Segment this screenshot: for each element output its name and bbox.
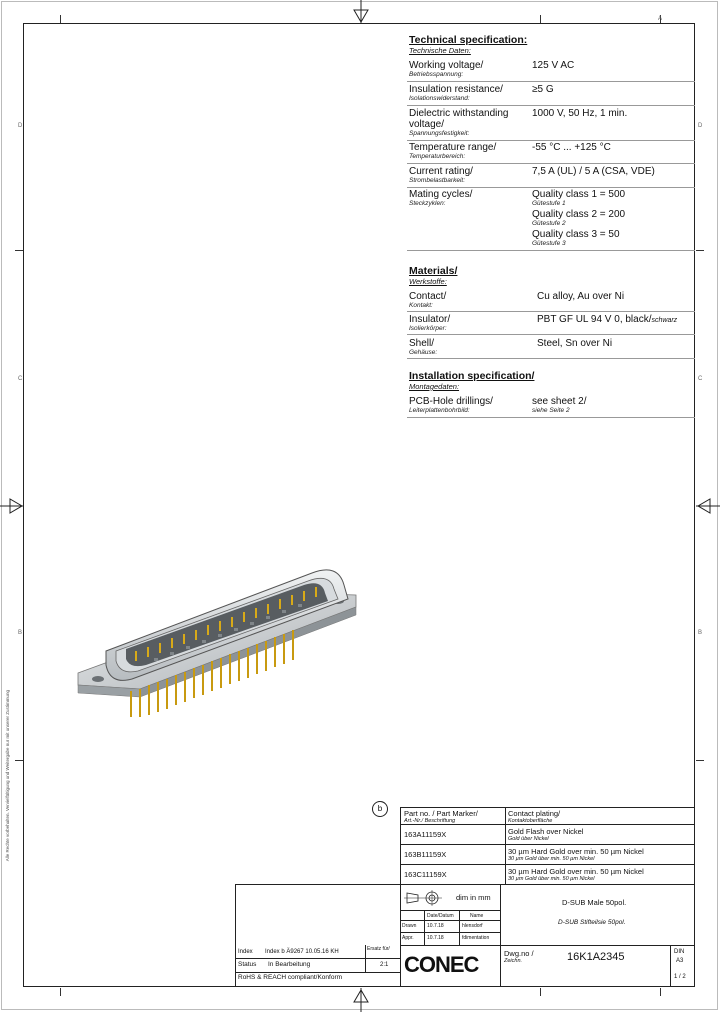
spec-value-mating-2: Quality class 2 = 200 (532, 209, 626, 220)
material-sublabel-contact: Kontakt: (409, 302, 433, 309)
spec-value-voltage: 125 V AC (532, 60, 575, 71)
sheet-number: 1 / 2 (674, 974, 686, 980)
plating-c: 30 µm Hard Gold over min. 50 µm Nickel (508, 867, 644, 876)
spec-sublabel-mating: Steckzyklen: (409, 200, 446, 207)
table-line (400, 844, 695, 845)
row-separator (407, 358, 695, 359)
title-block-line (235, 972, 400, 973)
row-separator (407, 334, 695, 335)
title-block-line (235, 958, 400, 959)
row-separator (407, 311, 695, 312)
spec-value-mating-1: Quality class 1 = 500 (532, 189, 626, 200)
spec-value-mating-3: Quality class 3 = 50 (532, 229, 620, 240)
spec-label-temperature: Temperature range/ (409, 142, 497, 153)
install-subvalue-pcb: siehe Seite 2 (532, 407, 570, 414)
material-sublabel-insulator: Isolierkörper: (409, 325, 447, 332)
spec-label-mating: Mating cycles/ (409, 189, 473, 200)
table-line (400, 807, 401, 885)
part-number-b: 163B11159X (404, 850, 447, 859)
installation-subtitle: Montagedaten: (409, 382, 460, 391)
material-label-shell: Shell/ (409, 338, 435, 349)
spec-subvalue-mating-2: Gütestufe 2 (532, 220, 566, 227)
spec-sublabel-current: Strombelastbarkeit: (409, 177, 465, 184)
plating-a-sub: Gold über Nickel (508, 836, 549, 842)
table-line (400, 824, 695, 825)
din-value: A3 (676, 958, 684, 964)
row-separator (407, 250, 695, 251)
description-de: D-SUB Stifteilsie 50pol. (558, 919, 626, 926)
title-block-line (400, 884, 401, 987)
right-tick (696, 760, 704, 761)
spec-label-dielectric: Dielectric withstanding (409, 108, 509, 119)
spec-subvalue-mating-1: Gütestufe 1 (532, 200, 566, 207)
title-block-line (365, 945, 366, 972)
spec-label-current: Current rating/ (409, 166, 473, 177)
row-drawn-label: Drawn (402, 923, 417, 929)
copyright-side-note: Alle Rechte vorbehalten. Vervielfältigung und Weitergabe nur mit unserer Zustimmung (5, 690, 10, 862)
zone-letter-left: B (18, 630, 23, 636)
drawing-number: 16K1A2345 (567, 951, 625, 963)
spec-sublabel-dielectric: Spannungsfestigkeit: (409, 130, 470, 137)
spec-subvalue-mating-3: Gütestufe 3 (532, 240, 566, 247)
title-block-line (400, 945, 695, 946)
dwg-no-label-sub: Zeichn. (504, 958, 523, 964)
plating-c-sub: 30 µm Gold über min. 50 µm Nickel (508, 876, 595, 882)
spec-value-current: 7,5 A (UL) / 5 A (CSA, VDE) (532, 166, 655, 177)
conec-logo: CONEC (404, 952, 479, 977)
index-value: Index b Ä9267 10.05.16 KH (265, 949, 339, 955)
spec-label-voltage: Working voltage/ (409, 60, 484, 71)
row-checked-label: Appr. (402, 935, 414, 941)
table-line (400, 864, 695, 865)
material-value-insulator-de: schwarz (651, 317, 678, 324)
installation-title: Installation specification/ (409, 370, 535, 382)
part-number-c: 163C11159X (404, 870, 447, 879)
materials-subtitle: Werkstoffe: (409, 277, 447, 286)
title-block-line (459, 910, 460, 945)
din-label: DIN (674, 949, 685, 955)
material-value-shell: Steel, Sn over Ni (537, 338, 613, 349)
rohs-note: RoHS & REACH compliant/Konform (238, 974, 343, 981)
install-value-pcb: see sheet 2/ (532, 396, 587, 407)
title-block-line (500, 884, 501, 987)
material-label-contact: Contact/ (409, 291, 447, 302)
row-separator (407, 187, 695, 188)
title-block-line (424, 910, 425, 945)
col-name-header: Name (470, 913, 484, 919)
material-value-insulator (537, 314, 677, 326)
bottom-tick (60, 988, 61, 996)
material-value-insulator-text: PBT GF UL 94 V 0, black/ (537, 314, 652, 325)
description-en: D-SUB Male 50pol. (562, 898, 627, 907)
zone-letter-right: B (698, 630, 703, 636)
status-value: In Bearbeitung (268, 961, 311, 968)
row-separator (407, 417, 695, 418)
title-block-line (400, 932, 500, 933)
zone-letter-left: D (18, 123, 23, 129)
checked-name: fdimentation (462, 935, 490, 941)
parts-header-plating-sub: Kontaktoberfläche (508, 818, 553, 824)
plating-a: Gold Flash over Nickel (508, 827, 584, 836)
material-label-insulator: Insulator/ (409, 314, 451, 325)
materials-title: Materials/ (409, 265, 458, 277)
spec-label-dielectric-2: voltage/ (409, 119, 445, 130)
zone-letter-right: C (698, 376, 703, 382)
plating-b-sub: 30 µm Gold über min. 50 µm Nickel (508, 856, 595, 862)
parts-header-part: Part no. / Part Marker/ (404, 809, 478, 818)
bottom-tick (660, 988, 661, 996)
title-block-line (400, 920, 500, 921)
checked-date: 10.7.18 (427, 935, 444, 941)
zone-letter-right: D (698, 123, 703, 129)
row-separator (407, 140, 695, 141)
part-number-a: 163A11159X (404, 830, 447, 839)
drawn-name: hlensdorf (462, 923, 483, 929)
spec-sublabel-insulation: Isolationswiderstand: (409, 95, 470, 102)
spec-sublabel-temperature: Temperaturbereich: (409, 153, 466, 160)
row-separator (407, 163, 695, 164)
title-block-line (235, 884, 695, 885)
material-value-contact: Cu alloy, Au over Ni (537, 291, 625, 302)
material-sublabel-shell: Gehäuse: (409, 349, 438, 356)
left-tick (15, 760, 23, 761)
parts-header-part-sub: Art.-Nr./ Beschriftung (404, 818, 456, 824)
spec-value-insulation: ≥5 G (532, 84, 554, 95)
plating-b: 30 µm Hard Gold over min. 50 µm Nickel (508, 847, 644, 856)
projection-symbol-icon (404, 889, 444, 907)
status-label: Status (238, 961, 257, 968)
row-separator (407, 81, 695, 82)
title-block-line (400, 910, 500, 911)
top-tick (60, 15, 61, 23)
spec-value-temperature: -55 °C ... +125 °C (532, 142, 611, 153)
row-separator (407, 105, 695, 106)
left-center-marker (0, 495, 24, 517)
title-block-line (670, 945, 671, 987)
scale-value: 2:1 (380, 962, 389, 968)
dwg-no-label: Dwg.no / (504, 949, 534, 958)
dsub-connector-illustration (76, 555, 358, 725)
technical-spec-subtitle: Technische Daten: (409, 46, 471, 55)
spec-label-insulation: Insulation resistance/ (409, 84, 503, 95)
install-label-pcb: PCB-Hole drillings/ (409, 396, 493, 407)
col-date-header: Date/Datum (427, 913, 454, 919)
right-tick (696, 250, 704, 251)
spec-sublabel-voltage: Betriebsspannung: (409, 71, 464, 78)
bottom-center-marker (350, 988, 372, 1012)
bottom-tick (540, 988, 541, 996)
right-center-marker (696, 495, 720, 517)
technical-spec-title: Technical specification: (409, 34, 528, 46)
zone-letter-top: A (658, 16, 663, 22)
drawn-date: 10.7.18 (427, 923, 444, 929)
left-tick (15, 250, 23, 251)
zone-letter-left: C (18, 376, 23, 382)
replacement-label: Ersatz für/ (367, 946, 390, 952)
top-tick (540, 15, 541, 23)
dimension-unit: dim in mm (456, 893, 491, 902)
parts-header-plating: Contact plating/ (508, 809, 561, 818)
top-center-marker (350, 0, 372, 24)
spec-value-dielectric: 1000 V, 50 Hz, 1 min. (532, 108, 628, 119)
table-line (505, 807, 506, 885)
install-sublabel-pcb: Leiterplattenbohrbild: (409, 407, 470, 414)
index-label: Index (238, 949, 253, 955)
revision-marker: b (372, 801, 388, 817)
table-line (400, 807, 695, 808)
